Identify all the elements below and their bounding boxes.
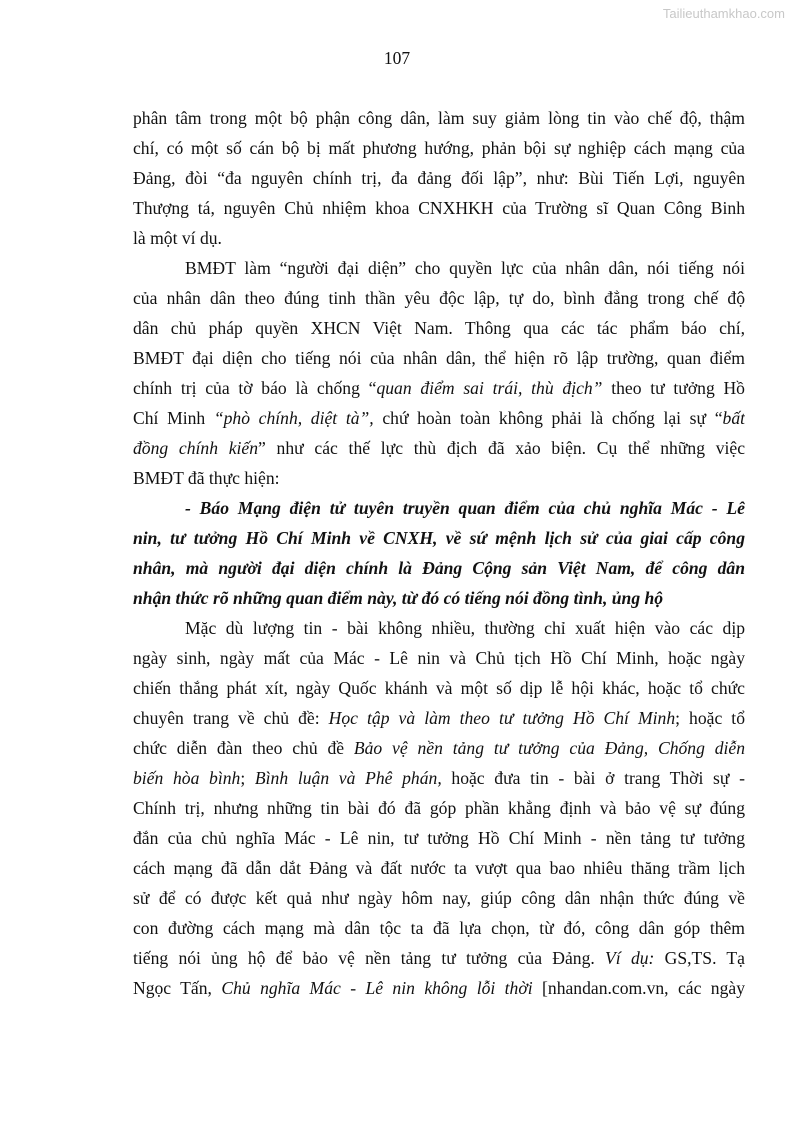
text-line <box>133 853 745 883</box>
italic-text: Bình luận và Phê phán, <box>254 768 442 788</box>
text-segment: chuyên trang về chủ đề: <box>133 708 329 728</box>
text-segment: theo tư tưởng Hồ <box>602 378 745 398</box>
text-line <box>133 733 745 763</box>
text-segment: nin, tư tưởng Hồ Chí Minh về CNXH, về sứ mệnh lịch sử của giai cấp công <box>133 528 745 548</box>
text-line <box>133 493 745 523</box>
text-line <box>133 583 745 613</box>
text-segment: dân chủ pháp quyền XHCN Việt Nam. Thông qua các tác phẩm báo chí, <box>133 318 745 338</box>
italic-text: quan điểm sai trái, thù địch” <box>376 378 603 398</box>
text-line <box>133 883 745 913</box>
document-body <box>133 103 745 1003</box>
italic-text: “phò chính, diệt tà”, <box>213 408 374 428</box>
text-line <box>133 763 745 793</box>
text-line <box>133 403 745 433</box>
text-line <box>133 373 745 403</box>
italic-text: Chủ nghĩa Mác - Lê nin không lỗi thời <box>221 978 533 998</box>
text-segment: ngày sinh, ngày mất của Mác - Lê nin và Chủ tịch Hồ Chí Minh, hoặc ngày <box>133 648 745 668</box>
text-segment: chứ hoàn toàn không phải là chống lại sự “ <box>373 408 723 428</box>
text-line <box>133 223 745 253</box>
italic-text: Bảo vệ nền tảng tư tưởng của Đảng, Chống diễn <box>353 738 745 758</box>
watermark: Tailieuthamkhao.com <box>662 6 785 21</box>
text-segment: hoặc đưa tin - bài ở trang Thời sự - <box>441 768 745 788</box>
text-line <box>133 283 745 313</box>
text-segment: con đường cách mạng mà dân tộc ta đã lựa chọn, từ đó, công dân góp thêm <box>133 918 745 938</box>
text-line <box>133 193 745 223</box>
text-line <box>133 343 745 373</box>
text-segment: BMĐT đã thực hiện: <box>133 468 280 488</box>
text-segment: GS,TS. Tạ <box>654 948 745 968</box>
text-line <box>133 553 745 583</box>
text-line <box>133 163 745 193</box>
text-segment: chính trị của tờ báo là chống “ <box>133 378 377 398</box>
text-line <box>133 313 745 343</box>
text-segment: [nhandan.com.vn, các ngày <box>532 978 745 998</box>
text-segment: là một ví dụ. <box>133 228 222 248</box>
text-segment: BMĐT đại diện cho tiếng nói của nhân dân, thể hiện rõ lập trường, quan điểm <box>133 348 745 368</box>
text-segment: Mặc dù lượng tin - bài không nhiều, thường chỉ xuất hiện vào các dịp <box>185 618 745 638</box>
text-segment: Ngọc Tấn, <box>133 978 222 998</box>
text-segment: phân tâm trong một bộ phận công dân, làm suy giảm lòng tin vào chế độ, thậm <box>133 108 745 128</box>
text-segment: của nhân dân theo đúng tinh thần yêu độc lập, tự do, bình đẳng trong chế độ <box>133 288 745 308</box>
text-segment: Chí Minh <box>133 408 214 428</box>
text-line <box>133 973 745 1003</box>
text-line <box>133 793 745 823</box>
text-segment: chí, có một số cán bộ bị mất phương hướng, phản bội sự nghiệp cách mạng của <box>133 138 745 158</box>
text-line <box>133 463 745 493</box>
text-segment: sử để có được kết quả như ngày hôm nay, giúp công dân nhận thức đúng về <box>133 888 745 908</box>
text-line <box>133 103 745 133</box>
text-line <box>133 943 745 973</box>
text-segment: Đảng, đòi “đa nguyên chính trị, đa đảng đối lập”, như: Bùi Tiến Lợi, nguyên <box>133 168 745 188</box>
text-segment: chức diễn đàn theo chủ đề <box>133 738 354 758</box>
text-segment: nhận thức rõ những quan điểm này, từ đó có tiếng nói đồng tình, ủng hộ <box>133 588 664 608</box>
italic-text: Ví dụ: <box>605 948 655 968</box>
text-segment: ; <box>240 768 255 788</box>
text-segment: chiến thắng phát xít, ngày Quốc khánh và một số dịp lễ hội khác, hoặc tổ chức <box>133 678 745 698</box>
text-line <box>133 643 745 673</box>
text-segment: ; hoặc tổ <box>675 708 745 728</box>
text-segment: cách mạng đã dẫn dắt Đảng và đất nước ta vượt qua bao nhiêu thăng trầm lịch <box>133 858 745 878</box>
italic-text: đồng chính kiến <box>133 438 259 458</box>
text-line <box>133 433 745 463</box>
italic-text: biến hòa bình <box>133 768 241 788</box>
text-line <box>133 913 745 943</box>
page-number: 107 <box>383 48 411 68</box>
text-segment: ” như các thế lực thù địch đã xảo biện. Cụ thể những việc <box>258 438 745 458</box>
text-line <box>133 133 745 163</box>
text-line <box>133 673 745 703</box>
text-segment: Thượng tá, nguyên Chủ nhiệm khoa CNXHKH của Trường sĩ Quan Công Binh <box>133 198 745 218</box>
text-segment: nhân, mà người đại diện chính là Đảng Cộng sản Việt Nam, để công dân <box>133 558 745 578</box>
italic-text: Học tập và làm theo tư tưởng Hồ Chí Minh <box>328 708 676 728</box>
italic-text: bất <box>722 408 745 428</box>
text-segment: BMĐT làm “người đại diện” cho quyền lực của nhân dân, nói tiếng nói <box>185 258 745 278</box>
text-line <box>133 703 745 733</box>
text-segment: Chính trị, nhưng những tin bài đó đã góp phần khẳng định và bảo vệ sự đúng <box>133 798 745 818</box>
text-segment: tiếng nói ủng hộ để bảo vệ nền tảng tư tưởng của Đảng. <box>133 948 606 968</box>
text-segment: - Báo Mạng điện tử tuyên truyền quan điểm của chủ nghĩa Mác - Lê <box>185 498 745 518</box>
text-segment: đắn của chủ nghĩa Mác - Lê nin, tư tưởng Hồ Chí Minh - nền tảng tư tưởng <box>133 828 745 848</box>
text-line <box>133 253 745 283</box>
text-line <box>133 823 745 853</box>
text-line <box>133 523 745 553</box>
text-line <box>133 613 745 643</box>
